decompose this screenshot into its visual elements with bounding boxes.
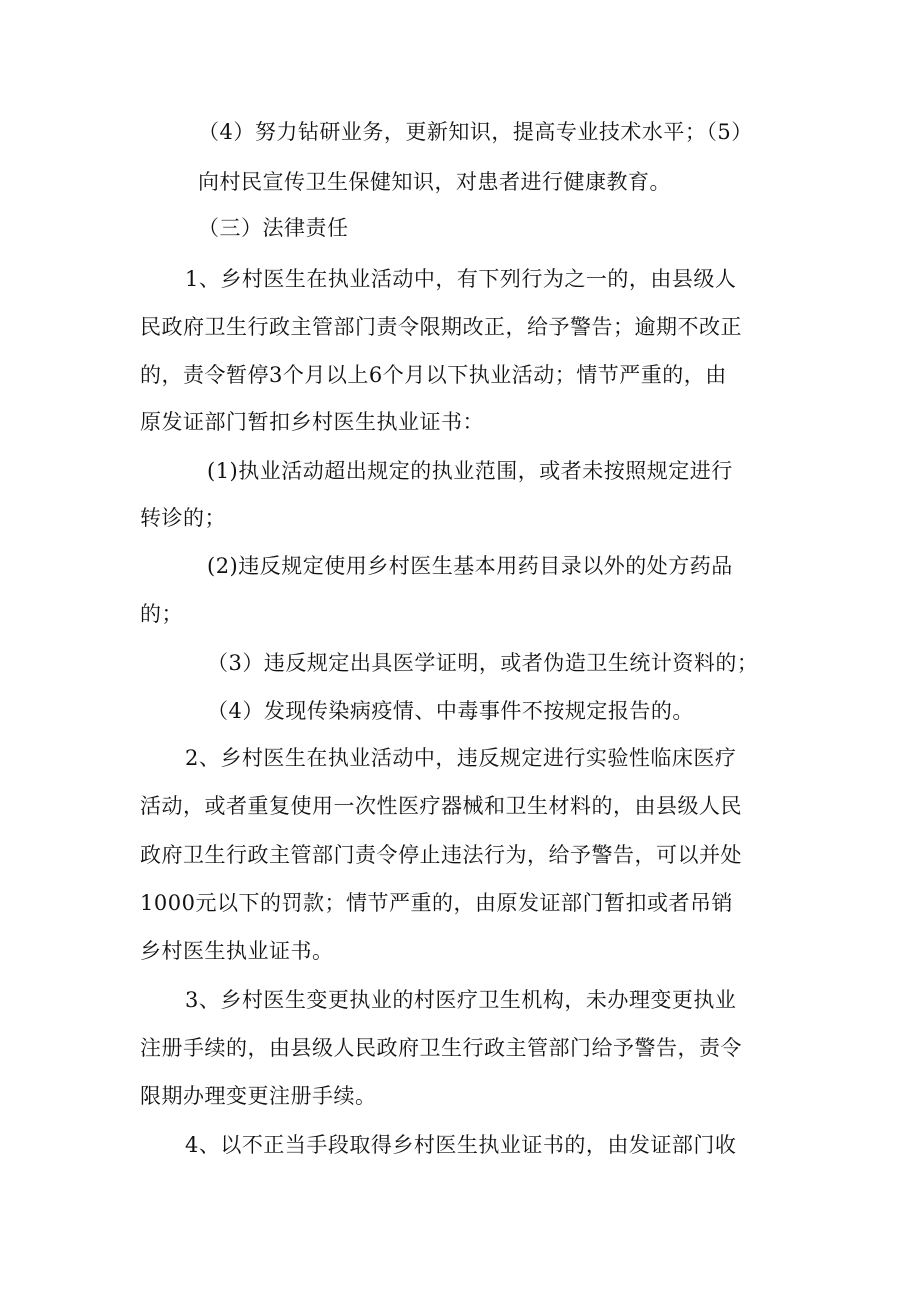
text-line: 1000元以下的罚款；情节严重的，由原发证部门暂扣或者吊销 (140, 891, 733, 915)
text-line: 政府卫生行政主管部门责令停止违法行为，给予警告，可以并处 (140, 843, 742, 867)
text-line: 民政府卫生行政主管部门责令限期改正，给予警告；逾期不改正 (140, 315, 742, 339)
text-line: 的； (140, 602, 183, 626)
text-line: 原发证部门暂扣乡村医生执业证书： (140, 410, 484, 434)
text-line: （4）发现传染病疫情、中毒事件不按规定报告的。 (207, 699, 694, 723)
text-line: 限期办理变更注册手续。 (140, 1084, 377, 1108)
text-line: 3、乡村医生变更执业的村医疗卫生机构，未办理变更执业 (185, 988, 737, 1012)
section-heading: （三）法律责任 (198, 216, 349, 240)
text-line: （3）违反规定出具医学证明，或者伪造卫生统计资料的； (207, 651, 759, 675)
text-line: (2)违反规定使用乡村医生基本用药目录以外的处方药品 (207, 554, 733, 578)
text-line: 的，责令暂停3个月以上6个月以下执业活动；情节严重的，由 (140, 363, 727, 387)
text-line: 1、乡村医生在执业活动中，有下列行为之一的，由县级人 (185, 267, 737, 291)
text-line: 2、乡村医生在执业活动中，违反规定进行实验性临床医疗 (185, 746, 737, 770)
text-line: 注册手续的，由县级人民政府卫生行政主管部门给予警告，责令 (140, 1036, 742, 1060)
text-line: 乡村医生执业证书。 (140, 939, 334, 963)
text-line: (1)执业活动超出规定的执业范围，或者未按照规定进行 (207, 459, 733, 483)
text-line: 活动，或者重复使用一次性医疗器械和卫生材料的，由县级人民 (140, 794, 742, 818)
text-line: 转诊的； (140, 506, 226, 530)
text-line: （4）努力钻研业务，更新知识，提高专业技术水平；（5） (198, 120, 753, 144)
text-line: 4、以不正当手段取得乡村医生执业证书的，由发证部门收 (185, 1133, 737, 1157)
text-line: 向村民宣传卫生保健知识，对患者进行健康教育。 (198, 170, 671, 194)
